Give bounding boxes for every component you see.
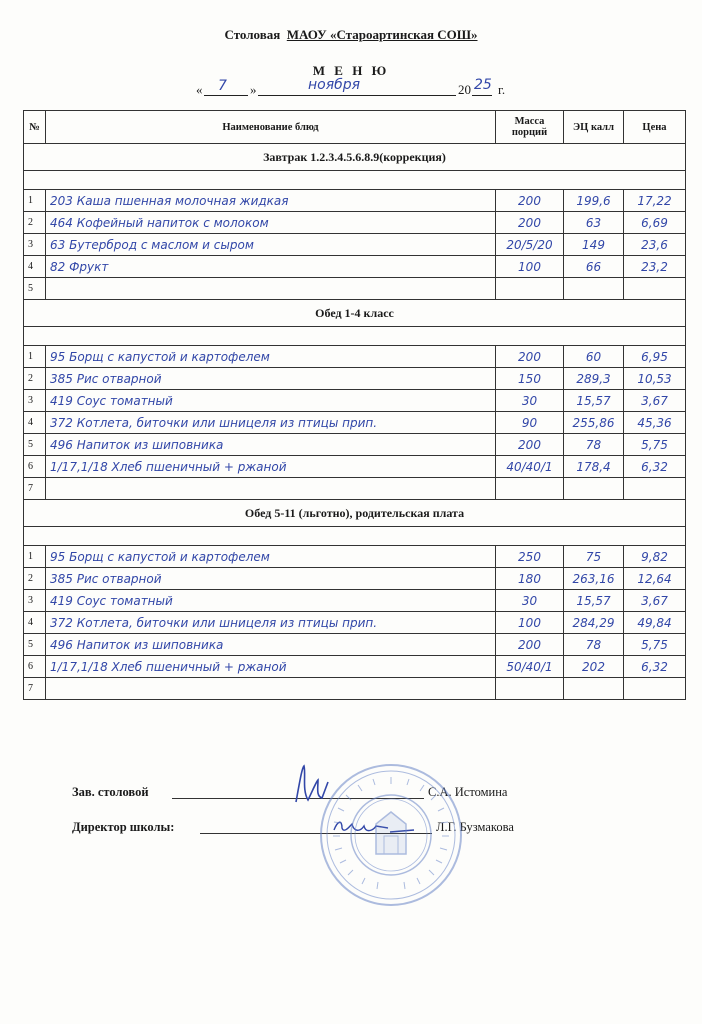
dish-kcal <box>564 278 624 300</box>
dish-kcal: 199,6 <box>564 190 624 212</box>
date-month: ноября <box>308 77 361 93</box>
dish-kcal: 178,4 <box>564 456 624 478</box>
dish-price: 3,67 <box>624 590 686 612</box>
dish-price: 23,6 <box>624 234 686 256</box>
row-number: 4 <box>24 612 46 634</box>
row-number: 2 <box>24 568 46 590</box>
date-day: 7 <box>218 78 227 94</box>
section-spacer-row <box>24 527 686 546</box>
dish-kcal: 263,16 <box>564 568 624 590</box>
col-header-kcal: ЭЦ калл <box>564 111 624 144</box>
dish-price <box>624 678 686 700</box>
table-row <box>24 478 686 500</box>
dish-kcal: 289,3 <box>564 368 624 390</box>
canteen-label: Зав. столовой <box>72 785 149 799</box>
row-number: 4 <box>24 256 46 278</box>
dish-name: 419 Соус томатный <box>46 590 496 612</box>
dish-mass: 90 <box>496 412 564 434</box>
table-row <box>24 456 686 478</box>
row-number: 1 <box>24 346 46 368</box>
row-number: 1 <box>24 546 46 568</box>
dish-name: 419 Соус томатный <box>46 390 496 412</box>
dish-mass: 180 <box>496 568 564 590</box>
table-row <box>24 234 686 256</box>
director-name: Л.Г. Бузмакова <box>436 820 514 834</box>
dish-price: 6,69 <box>624 212 686 234</box>
dish-price: 17,22 <box>624 190 686 212</box>
row-number: 1 <box>24 190 46 212</box>
dish-mass: 200 <box>496 346 564 368</box>
spacer-cell <box>24 327 686 346</box>
dish-kcal: 255,86 <box>564 412 624 434</box>
spacer-cell <box>24 171 686 190</box>
dish-name: 95 Борщ с капустой и картофелем <box>46 346 496 368</box>
row-number: 5 <box>24 634 46 656</box>
section-spacer-row <box>24 327 686 346</box>
dish-price: 6,95 <box>624 346 686 368</box>
table-row <box>24 612 686 634</box>
dish-name: 1/17,1/18 Хлеб пшеничный + ржаной <box>46 656 496 678</box>
org-prefix: Столовая <box>224 27 281 42</box>
dish-kcal: 15,57 <box>564 390 624 412</box>
table-row <box>24 656 686 678</box>
row-number: 3 <box>24 390 46 412</box>
dish-price: 45,36 <box>624 412 686 434</box>
dish-name: 82 Фрукт <box>46 256 496 278</box>
table-row <box>24 212 686 234</box>
dish-price <box>624 478 686 500</box>
canteen-signature-line <box>72 785 149 800</box>
dish-mass <box>496 478 564 500</box>
row-number: 4 <box>24 412 46 434</box>
row-number: 5 <box>24 434 46 456</box>
dish-mass: 150 <box>496 368 564 390</box>
dish-price: 9,82 <box>624 546 686 568</box>
col-header-mass: Масса порций <box>496 111 564 144</box>
dish-mass: 30 <box>496 390 564 412</box>
date-year-suffix: 25 <box>474 77 492 93</box>
dish-mass: 50/40/1 <box>496 656 564 678</box>
row-number: 5 <box>24 278 46 300</box>
table-row <box>24 190 686 212</box>
dish-name: 95 Борщ с капустой и картофелем <box>46 546 496 568</box>
dish-kcal: 63 <box>564 212 624 234</box>
row-number: 2 <box>24 368 46 390</box>
dish-kcal: 78 <box>564 634 624 656</box>
director-signature-line <box>72 820 174 835</box>
dish-kcal: 75 <box>564 546 624 568</box>
dish-name <box>46 278 496 300</box>
col-header-number: № <box>24 111 46 144</box>
dish-name: 496 Напиток из шиповника <box>46 634 496 656</box>
section-title: Обед 5-11 (льготно), родительская плата <box>24 500 686 527</box>
dish-name <box>46 478 496 500</box>
org-name: МАОУ «Староартинская СОШ» <box>286 27 478 42</box>
dish-mass <box>496 278 564 300</box>
org-title <box>0 27 702 43</box>
dish-name: 1/17,1/18 Хлеб пшеничный + ржаной <box>46 456 496 478</box>
section-header-row <box>24 300 686 327</box>
table-row <box>24 434 686 456</box>
row-number: 3 <box>24 590 46 612</box>
dish-mass: 30 <box>496 590 564 612</box>
dish-mass: 200 <box>496 634 564 656</box>
canteen-head-name: С.А. Истомина <box>428 785 508 799</box>
dish-kcal <box>564 678 624 700</box>
dish-price: 6,32 <box>624 656 686 678</box>
table-row <box>24 368 686 390</box>
col-header-name: Наименование блюд <box>46 111 496 144</box>
dish-name <box>46 678 496 700</box>
table-row <box>24 278 686 300</box>
dish-kcal: 78 <box>564 434 624 456</box>
dish-name: 385 Рис отварной <box>46 368 496 390</box>
row-number: 3 <box>24 234 46 256</box>
table-row <box>24 634 686 656</box>
section-header-row <box>24 144 686 171</box>
menu-table <box>23 110 686 700</box>
dish-name: 372 Котлета, биточки или шницеля из птицы прип. <box>46 412 496 434</box>
dish-mass: 40/40/1 <box>496 456 564 478</box>
dish-name: 464 Кофейный напиток с молоком <box>46 212 496 234</box>
table-header-row <box>24 111 686 144</box>
dish-price <box>624 278 686 300</box>
round-seal-icon <box>318 762 464 908</box>
dish-kcal: 284,29 <box>564 612 624 634</box>
dish-mass: 200 <box>496 212 564 234</box>
dish-kcal: 15,57 <box>564 590 624 612</box>
row-number: 2 <box>24 212 46 234</box>
dish-price: 3,67 <box>624 390 686 412</box>
table-row <box>24 568 686 590</box>
row-number: 7 <box>24 478 46 500</box>
dish-mass: 100 <box>496 256 564 278</box>
table-row <box>24 546 686 568</box>
dish-price: 5,75 <box>624 634 686 656</box>
section-header-row <box>24 500 686 527</box>
dish-price: 49,84 <box>624 612 686 634</box>
dish-name: 63 Бутерброд с маслом и сыром <box>46 234 496 256</box>
dish-mass: 200 <box>496 434 564 456</box>
date-suffix: г. <box>498 82 506 97</box>
dish-name: 385 Рис отварной <box>46 568 496 590</box>
date-year-prefix: 20 <box>458 82 471 97</box>
section-spacer-row <box>24 171 686 190</box>
table-row <box>24 256 686 278</box>
dish-mass: 250 <box>496 546 564 568</box>
date-open-quote: « <box>196 82 203 97</box>
table-row <box>24 590 686 612</box>
table-row <box>24 678 686 700</box>
table-row <box>24 412 686 434</box>
dish-price: 5,75 <box>624 434 686 456</box>
table-row <box>24 390 686 412</box>
dish-price: 10,53 <box>624 368 686 390</box>
row-number: 7 <box>24 678 46 700</box>
menu-title: М Е Н Ю <box>312 63 390 78</box>
dish-name: 372 Котлета, биточки или шницеля из птицы прип. <box>46 612 496 634</box>
director-label: Директор школы: <box>72 820 175 834</box>
dish-name: 496 Напиток из шиповника <box>46 434 496 456</box>
table-row <box>24 346 686 368</box>
dish-kcal: 202 <box>564 656 624 678</box>
dish-price: 12,64 <box>624 568 686 590</box>
dish-kcal <box>564 478 624 500</box>
dish-kcal: 66 <box>564 256 624 278</box>
section-title: Обед 1-4 класс <box>24 300 686 327</box>
date-close-quote: » <box>250 82 257 97</box>
menu-table-body <box>24 144 686 700</box>
dish-kcal: 60 <box>564 346 624 368</box>
dish-name: 203 Каша пшенная молочная жидкая <box>46 190 496 212</box>
dish-mass: 100 <box>496 612 564 634</box>
dish-price: 23,2 <box>624 256 686 278</box>
dish-mass: 200 <box>496 190 564 212</box>
dish-price: 6,32 <box>624 456 686 478</box>
col-header-price: Цена <box>624 111 686 144</box>
dish-kcal: 149 <box>564 234 624 256</box>
spacer-cell <box>24 527 686 546</box>
dish-mass: 20/5/20 <box>496 234 564 256</box>
row-number: 6 <box>24 456 46 478</box>
row-number: 6 <box>24 656 46 678</box>
dish-mass <box>496 678 564 700</box>
section-title: Завтрак 1.2.3.4.5.6.8.9(коррекция) <box>24 144 686 171</box>
